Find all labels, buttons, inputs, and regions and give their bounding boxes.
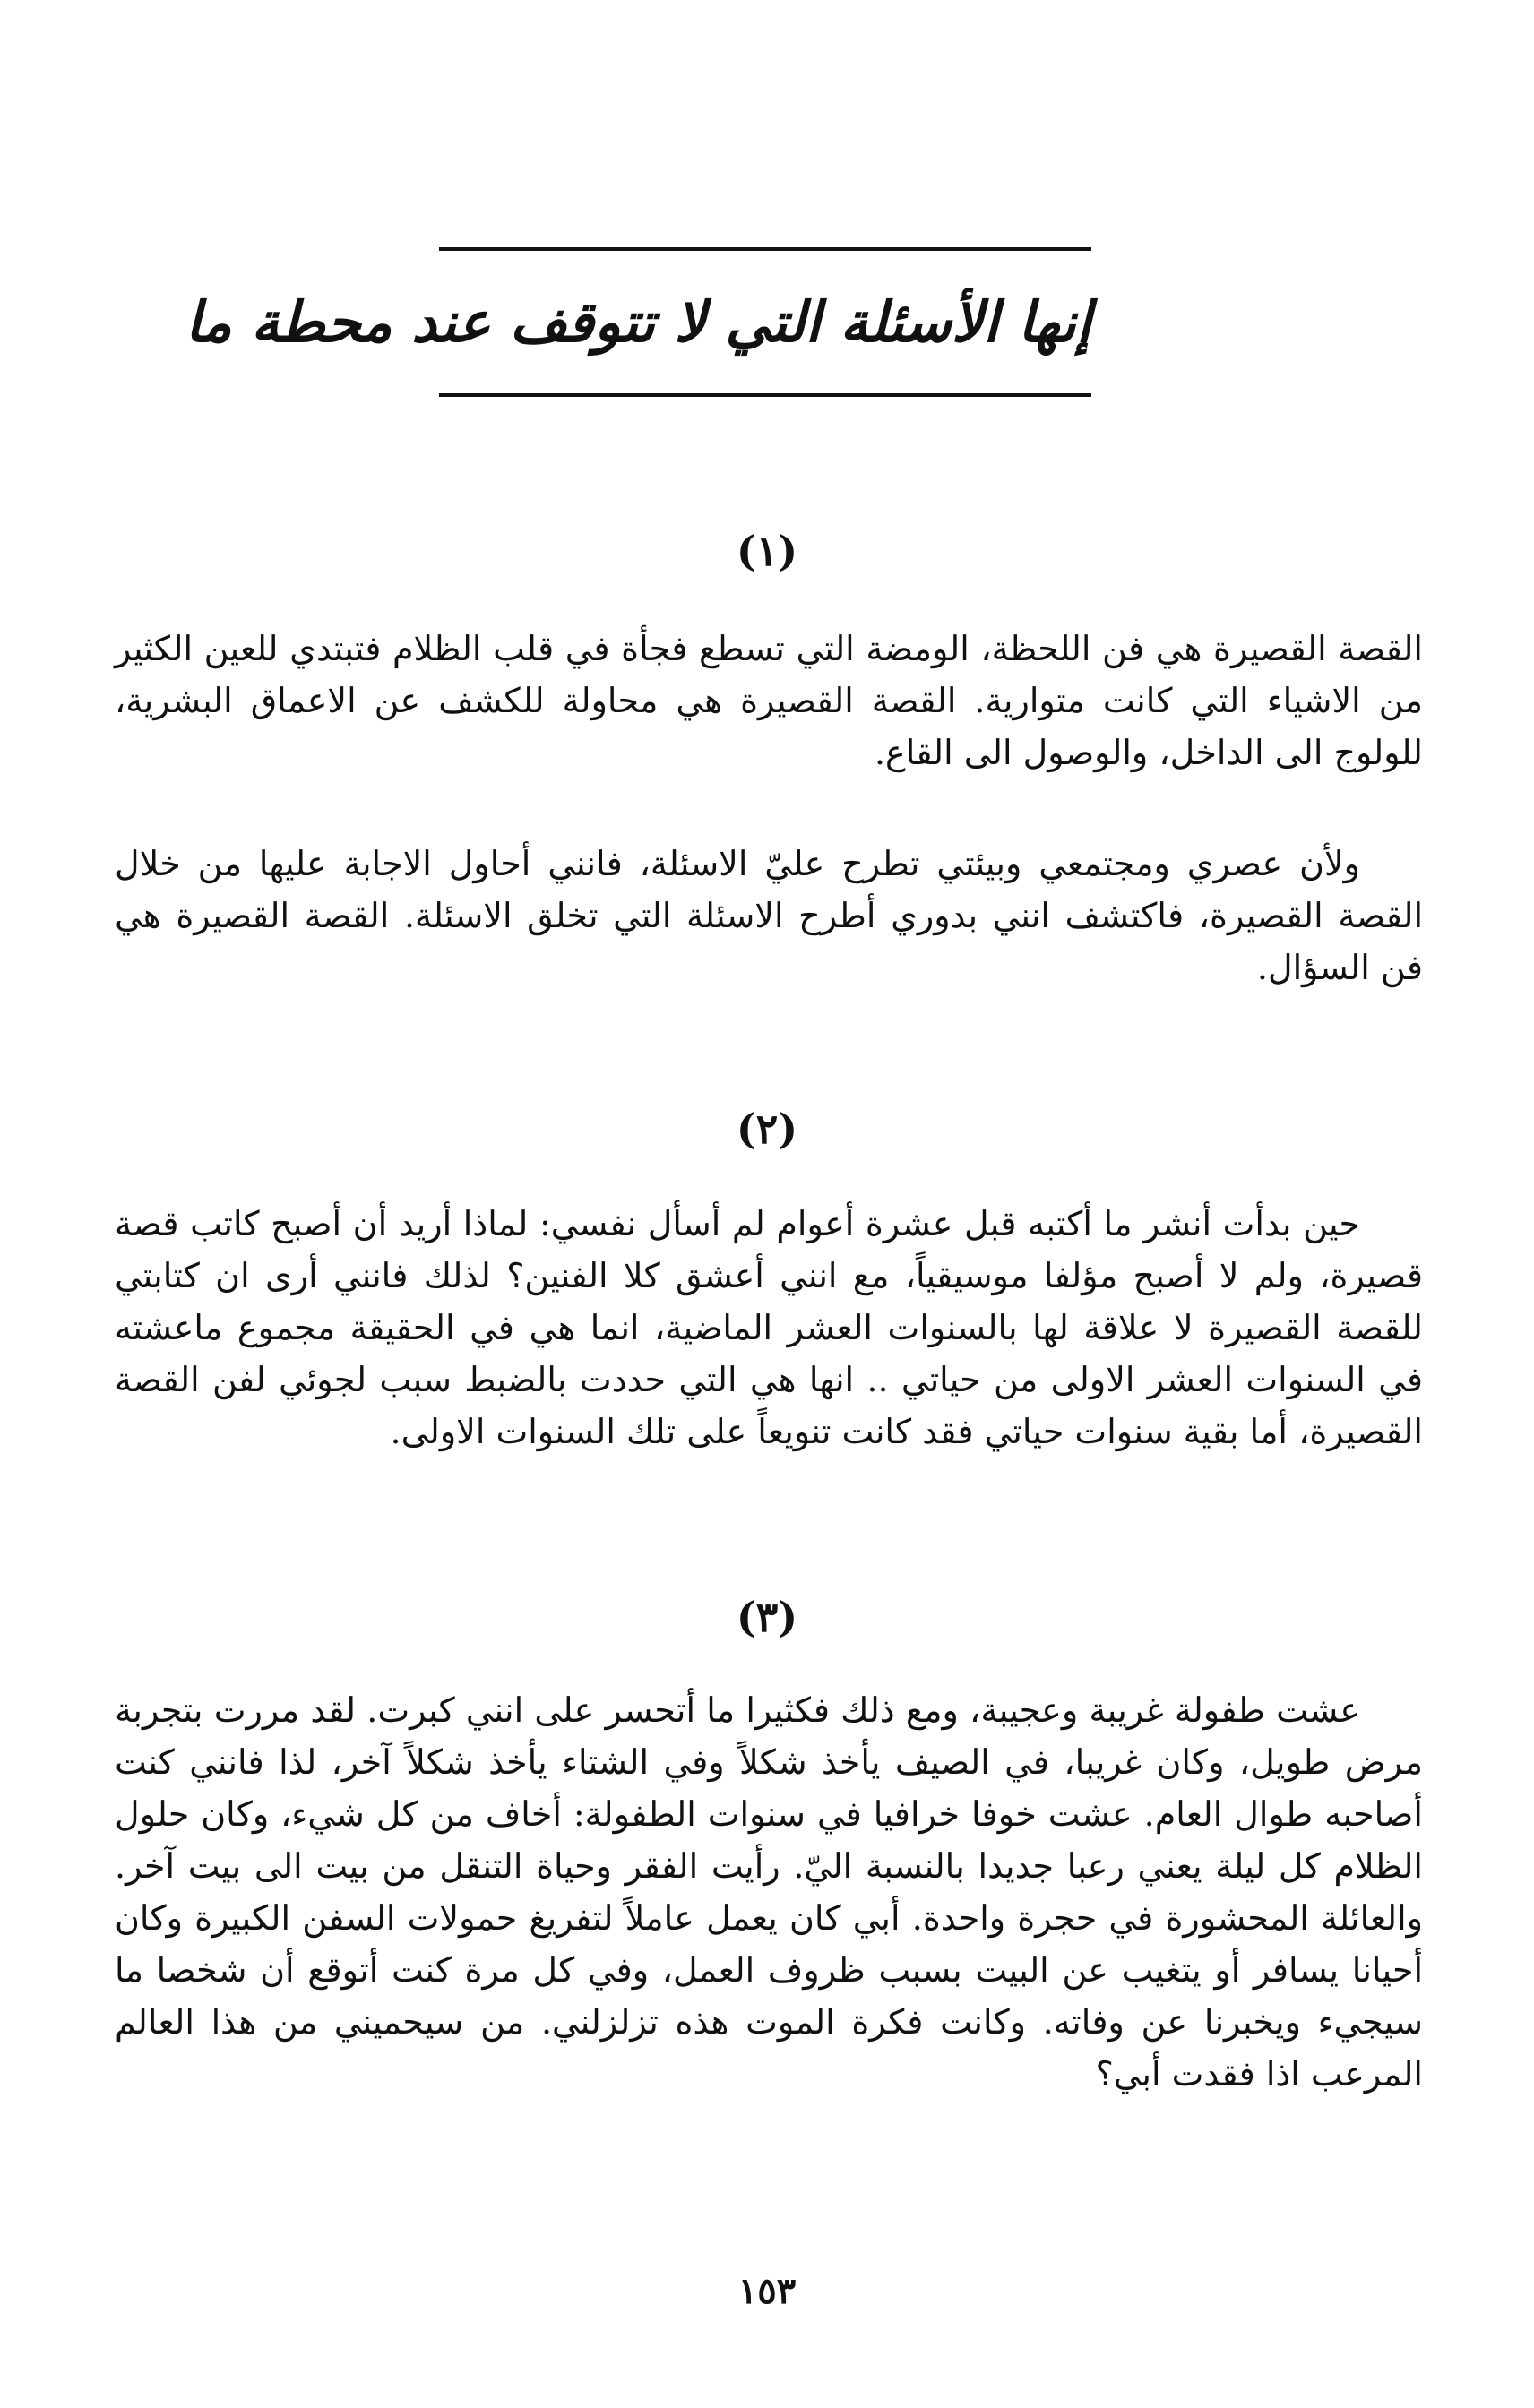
section-1-paragraph-1: القصة القصيرة هي فن اللحظة، الومضة التي تسطع فجأة في قلب الظلام فتبتدي للعين الكثير من الاشياء التي كانت متوارية. القصة القصيرة هي محاولة للكشف عن الاعماق البشرية، للولوج الى الداخل، والوصول الى القاع.: [115, 629, 1423, 772]
section-number-3: (٣): [736, 1593, 798, 1641]
section-number-2: (٢): [736, 1105, 798, 1153]
title-top-rule: [439, 247, 1091, 251]
section-2-paragraph-1: حين بدأت أنشر ما أكتبه قبل عشرة أعوام لم أسأل نفسي: لماذا أريد أن أصبح كاتب قصة قصيرة، ولم لا أصبح مؤلفا موسيقياً، مع انني أعشق كلا الفنين؟ لذلك فانني أرى ان كتابتي للقصة القصيرة لا علاقة لها بالسنوات العشر الماضية، انما هي في الحقيقة مجموع ماعشته في السنوات العشر الاولى من حياتي .. انها هي التي حددت بالضبط سبب لجوئي لفن القصة القصيرة، أما بقية سنوات حياتي فقد كانت تنويعاً على تلك السنوات الاولى.: [115, 1204, 1423, 1451]
chapter-title: إنها الأسئلة التي لا تتوقف عند محطة ما: [185, 289, 1091, 355]
page-number: ١٥٣: [737, 2270, 797, 2312]
section-1-paragraph-2: ولأن عصري ومجتمعي وبيئتي تطرح عليّ الاسئلة، فانني أحاول الاجابة عليها من خلال القصة القصيرة، فاكتشف انني بدوري أطرح الاسئلة التي تخلق الاسئلة. القصة القصيرة هي فن السؤال.: [115, 844, 1423, 987]
section-number-1: (١): [736, 527, 798, 575]
section-3-paragraph-1: عشت طفولة غريبة وعجيبة، ومع ذلك فكثيرا ما أتحسر على انني كبرت. لقد مررت بتجربة مرض طويل، وكان غريبا، في الصيف يأخذ شكلاً وفي الشتاء يأخذ شكلاً آخر، لذا فانني كنت أصاحبه طوال العام. عشت خوفا خرافيا في سنوات الطفولة: أخاف من كل شيء، وكان حلول الظلام كل ليلة يعني رعبا جديدا بالنسبة اليّ. رأيت الفقر وحياة التنقل من بيت الى بيت آخر. والعائلة المحشورة في حجرة واحدة. أبي كان يعمل عاملاً لتفريغ حمولات السفن الكبيرة وكان أحيانا يسافر أو يتغيب عن البيت بسبب ظروف العمل، وفي كل مرة كنت أتوقع أن شخصا ما سيجيء ويخبرنا عن وفاته. وكانت فكرة الموت هذه تزلزلني. من سيحميني من هذا العالم المرعب اذا فقدت أبي؟: [115, 1690, 1423, 2094]
title-bottom-rule: [439, 393, 1091, 397]
